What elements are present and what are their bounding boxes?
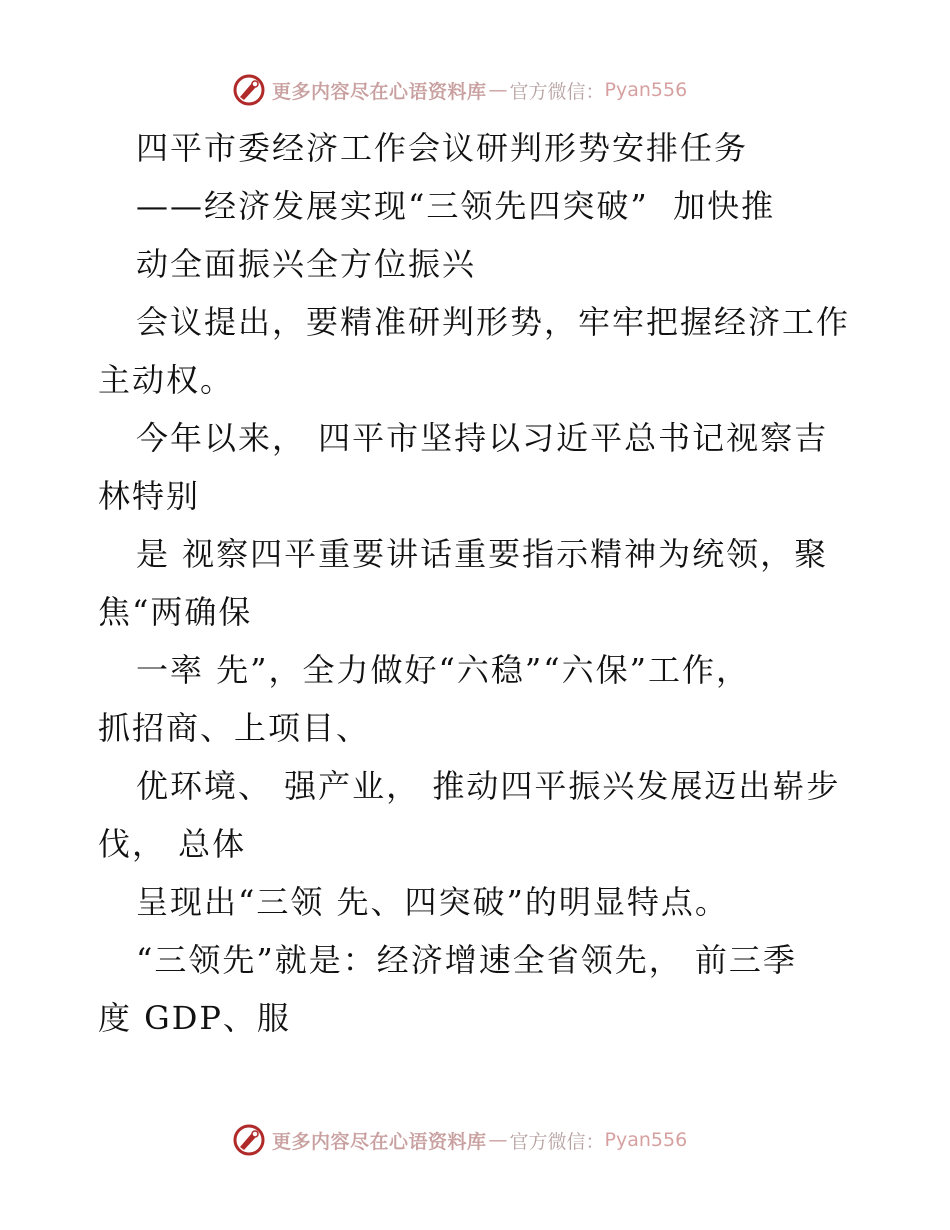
banner-main-text: 更多内容尽在心语资料库 (272, 80, 487, 103)
paragraph-line: 一率 先”，全力做好“六稳”“六保”工作， (136, 651, 750, 689)
banner-dash: — (488, 1129, 508, 1151)
paragraph-line: 优环境、 强产业， 推动四平振兴发展迈出崭步 (136, 767, 841, 805)
document-subtitle-line-2: 动全面振兴全方位振兴 (136, 245, 477, 283)
banner-wechat-id: Pyan556 (604, 1129, 688, 1151)
paragraph-line: 焦“两确保 (98, 593, 253, 631)
paragraph-line: 今年以来， 四平市坚持以习近平总书记视察吉 (136, 419, 829, 457)
banner-wechat-id: Pyan556 (604, 79, 688, 101)
banner-official-label: 官方微信： (509, 1130, 605, 1153)
banner-official-label: 官方微信： (509, 80, 605, 103)
header-banner (232, 72, 687, 108)
paragraph-line: 是 视察四平重要讲话重要指示精神为统领，聚 (136, 535, 829, 573)
banner-dash: — (488, 79, 508, 101)
logo-icon (232, 73, 266, 107)
logo-icon (232, 1123, 266, 1157)
paragraph-line: 主动权。 (98, 361, 235, 399)
paragraph-line: 抓招商、上项目、 (98, 709, 371, 747)
banner-main-text: 更多内容尽在心语资料库 (272, 1130, 487, 1153)
paragraph-line: “三领先”就是：经济增速全省领先， 前三季 (136, 941, 797, 979)
document-subtitle-line-1: ——经济发展实现“三领先四突破” 加快推 (136, 187, 776, 225)
paragraph-line: 会议提出，要精准研判形势，牢牢把握经济工作 (136, 303, 851, 341)
footer-banner (232, 1122, 687, 1158)
paragraph-line: 呈现出“三领 先、四突破”的明显特点。 (136, 883, 729, 921)
paragraph-line: 林特别 (98, 477, 201, 515)
paragraph-line: 度 GDP、服 (98, 999, 291, 1037)
document-title: 四平市委经济工作会议研判形势安排任务 (136, 129, 749, 167)
paragraph-line: 伐， 总体 (98, 825, 247, 863)
